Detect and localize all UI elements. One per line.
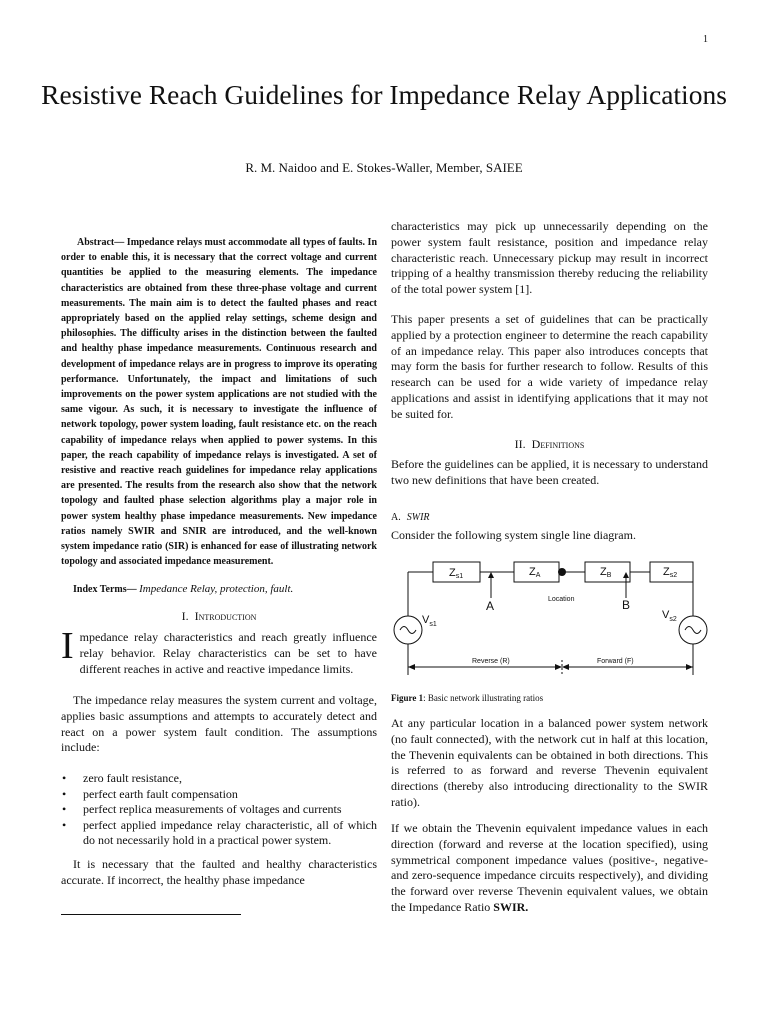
- label-b: B: [622, 598, 631, 612]
- list-item: • perfect earth fault compensation: [61, 787, 377, 803]
- figure-text: : Basic network illustrating ratios: [423, 693, 544, 703]
- label-vs2: $V_{s2}$: [662, 609, 677, 623]
- single-line-diagram: [391, 553, 713, 685]
- label-zs2: Zs2: [663, 566, 678, 579]
- definitions-paragraph: Before the guidelines can be applied, it is necessary to understand two new definitions that have been created.: [391, 457, 708, 487]
- label-zs1: Zs1: [449, 567, 464, 580]
- list-item: • perfect applied impedance relay characteristic, all of which do not necessarily hold in a practical power system.: [61, 818, 377, 849]
- authors: R. M. Naidoo and E. Stokes-Waller, Member, SAIEE: [245, 160, 523, 175]
- label-forward: Forward (F): [597, 658, 634, 665]
- subsection-title: SWIR: [406, 512, 430, 523]
- section-number: II.: [514, 437, 526, 451]
- abstract: Abstract— Impedance relays must accommodate all types of faults. In order to enable this, it is necessary that the correct voltage and current quantities be applied to the measuring elements. The impedance characteristics are obtained from these three-phase voltage and current measurements. The main aim is to detect the faulted phases and react appropriately based on the applied relay settings, scheme design and philosophies. The difficulty arises in the distinction between the faulted and healthy phase impedance measurements. Continuous research and development of impedance relays are in progress to improve its operating performance. Unfortunately, the impact and limitations of such improvements on the power system applications are not studied with the same vigour. As such, it is necessary to investigate the influence of network topology, power system loading, fault resistance etc. on the reach capability of impedance relays when applied to power systems. In this paper, the reach capability of impedance relays is investigated. A set of resistive and reactive reach guidelines for impedance relay applications are presented. The results from the research also show that the network topology and faulted phase selection algorithms play a major role in power system healthy phase impedance measurements. New impedance ratios namely SWIR and SNIR are introduced, and the well-known system impedance ratio (SIR) is enhanced for ease of illustrating network topology and associated impedance measurement.: [61, 237, 377, 568]
- swir-term: SWIR.: [493, 899, 529, 914]
- index-terms-value: Impedance Relay, protection, fault.: [139, 583, 294, 595]
- label-location: Location: [548, 596, 575, 603]
- page-number: 1: [703, 34, 708, 45]
- paper-title: Resistive Reach Guidelines for Impedance Relay Applications: [41, 79, 727, 110]
- label-vs1: $V_{s1}$: [422, 614, 437, 628]
- index-terms: [61, 582, 377, 597]
- subsection-letter: A.: [391, 512, 401, 523]
- location-paragraph: At any particular location in a balanced power system network (no fault connected), with the network cut in half at this location, the Thevenin equivalents can be obtained in both directions. This is referred to as forward and reverse Thevenin equivalent directions (thereby also introducing directionality to the SWIR ratio).: [391, 716, 708, 809]
- section-title: Definitions: [531, 437, 585, 451]
- diagram-intro: Consider the following system single line diagram.: [391, 528, 636, 542]
- index-terms-label: Index Terms—: [73, 584, 137, 595]
- figure-caption: [391, 693, 708, 703]
- label-a: A: [486, 599, 495, 613]
- section-title: Introduction: [194, 609, 257, 623]
- drop-cap: I: [61, 625, 74, 667]
- swir-paragraph-text: If we obtain the Thevenin equivalent impedance values in each direction (forward and reverse at the location specified), using symmetrical component impedance values (positive-, negative- and zero-sequence impedance circuits respectively), and dividing the forward over reverse Thevenin equivalent values, we obtain the Impedance Ratio: [391, 821, 708, 914]
- list-item: • perfect replica measurements of voltages and currents: [61, 802, 377, 818]
- section-number: I.: [181, 609, 189, 623]
- list-item: • zero fault resistance,: [61, 771, 377, 787]
- figure-label: Figure 1: [391, 693, 424, 703]
- label-za: ZA: [529, 566, 541, 579]
- intro-paragraph: [61, 625, 377, 677]
- section-heading-introduction: [61, 609, 377, 624]
- subsection-heading-swir: [391, 512, 430, 523]
- section-heading-definitions: [391, 437, 708, 452]
- label-zb: ZB: [600, 566, 612, 579]
- footnote-rule: [61, 914, 241, 915]
- relay-measures-paragraph: The impedance relay measures the system current and voltage, applies basic assumptions and attempts to accurately detect and react on a power system fault condition. The assumptions include:: [61, 693, 377, 755]
- continuation-paragraph: characteristics may pick up unnecessarily depending on the power system fault resistance, position and impedance relay characteristic reach. Unnecessary pickup may result in incorrect tripping of a healthy transmission thereby reducing the reliability of the total power system [1].: [391, 219, 708, 297]
- location-point: [558, 568, 566, 576]
- assumptions-list: [61, 771, 377, 849]
- swir-paragraph: [391, 821, 708, 916]
- intro-text: mpedance relay characteristics and reach greatly influence relay behavior. Relay characteristics can be set to have different reaches in active and reactive impedance limits.: [79, 630, 377, 676]
- faulted-healthy-paragraph: It is necessary that the faulted and healthy characteristics accurate. If incorrect, the healthy phase impedance: [61, 857, 377, 887]
- paper-presents-paragraph: This paper presents a set of guidelines that can be practically applied by a protection engineer to determine the reach capability of an impedance relay. This paper also introduces concepts that may form the basis for further research to follow. Results of this research can be used for a wide variety of impedance relay applications and assist in identifying applications that it may not be suited for.: [391, 312, 708, 421]
- label-reverse: Reverse (R): [472, 658, 510, 665]
